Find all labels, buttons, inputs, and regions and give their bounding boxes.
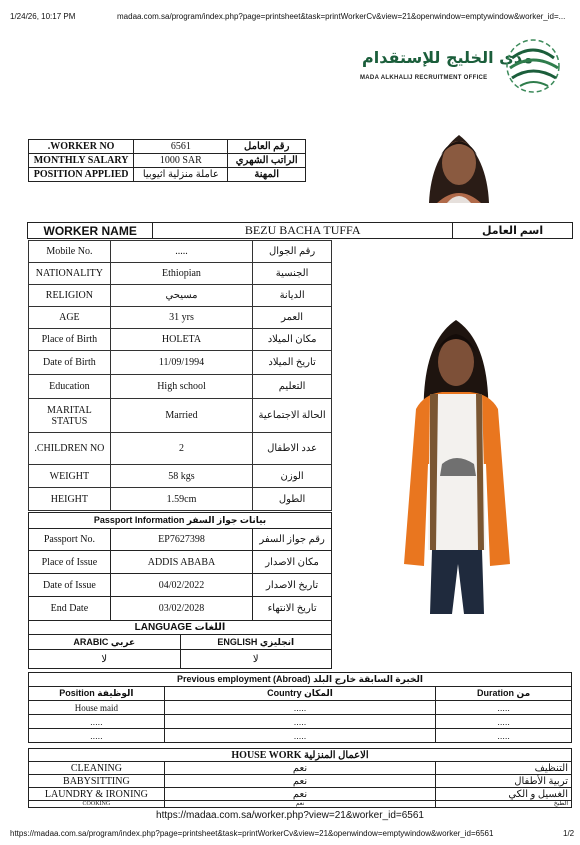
summary-label: MONTHLY SALARY	[29, 154, 134, 168]
passport-value: EP7627398	[110, 529, 252, 551]
worker-name-table	[27, 222, 573, 239]
house-work-value: نعم	[164, 788, 436, 801]
print-datetime: 1/24/26, 10:17 PM	[10, 12, 76, 21]
summary-value: عاملة منزلية اثيوبيا	[134, 168, 228, 182]
print-header-url: madaa.com.sa/program/index.php?page=printsheet&task=printWorkerCv&view=21&openwindow=emptywindow&worker_id=...	[117, 12, 566, 21]
table-row	[29, 285, 332, 307]
summary-label-ar: المهنة	[228, 168, 306, 182]
table-row	[28, 223, 573, 239]
table-row	[29, 701, 572, 715]
house-work-title: HOUSE WORK الاعمال المنزلية	[29, 749, 572, 762]
passport-label-ar: مكان الاصدار	[253, 551, 332, 574]
table-row	[29, 329, 332, 351]
table-row	[29, 168, 306, 182]
detail-label: NATIONALITY	[29, 263, 111, 285]
detail-label-ar: الوزن	[253, 465, 332, 488]
detail-value: High school	[110, 375, 252, 399]
detail-label: MARITAL STATUS	[29, 399, 111, 433]
personal-details-table	[28, 240, 332, 511]
duration-cell: .....	[436, 729, 572, 743]
summary-label-ar: الراتب الشهري	[228, 154, 306, 168]
table-row	[29, 762, 572, 775]
arabic-language-value: لا	[29, 650, 181, 669]
company-logo	[358, 36, 568, 96]
country-cell: .....	[164, 715, 436, 729]
detail-value: .....	[110, 241, 252, 263]
detail-value: مسيحي	[110, 285, 252, 307]
table-row	[29, 433, 332, 465]
passport-label: End Date	[29, 597, 111, 621]
detail-label-ar: مكان الميلاد	[253, 329, 332, 351]
house-work-label: LAUNDRY & IRONING	[29, 788, 165, 801]
table-row	[29, 788, 572, 801]
page-number: 1/2	[563, 829, 575, 838]
table-row	[29, 154, 306, 168]
detail-label-ar: الحالة الاجتماعية	[253, 399, 332, 433]
previous-employment-table	[28, 672, 572, 743]
detail-label-ar: تاريخ الميلاد	[253, 351, 332, 375]
country-cell: .....	[164, 701, 436, 715]
summary-label: .WORKER NO	[29, 140, 134, 154]
table-row	[29, 597, 332, 621]
house-work-value: نعم	[164, 762, 436, 775]
table-row	[29, 241, 332, 263]
house-work-label-ar: الغسيل و الكي	[436, 788, 572, 801]
summary-value: 6561	[134, 140, 228, 154]
table-row	[29, 140, 306, 154]
passport-label: Place of Issue	[29, 551, 111, 574]
detail-label-ar: الطول	[253, 488, 332, 511]
logo-arabic-text: مدى الخليج للإستقدام	[362, 48, 533, 67]
table-row	[29, 775, 572, 788]
english-language-value: لا	[180, 650, 332, 669]
worker-profile-link[interactable]: https://madaa.com.sa/worker.php?view=21&worker_id=6561	[0, 808, 580, 826]
passport-table	[28, 512, 332, 621]
summary-label-ar: رقم العامل	[228, 140, 306, 154]
summary-value: 1000 SAR	[134, 154, 228, 168]
print-footer-url: https://madaa.com.sa/program/index.php?page=printsheet&task=printWorkerCv&view=21&openwindow=emptywindow&worker_id=6561	[10, 829, 494, 838]
house-work-label-ar: الطبخ	[436, 801, 572, 808]
table-row	[29, 635, 332, 650]
table-row	[29, 687, 572, 701]
house-work-label-ar: تربية الأطفال	[436, 775, 572, 788]
house-work-label: COOKING	[29, 801, 165, 808]
detail-label: AGE	[29, 307, 111, 329]
table-row	[29, 801, 572, 808]
house-work-table	[28, 748, 572, 808]
detail-value: 2	[110, 433, 252, 465]
detail-label-ar: الديانة	[253, 285, 332, 307]
table-row	[29, 715, 572, 729]
previous-employment-title: Previous employment (Abroad) الخبرة السابقة خارج البلد	[29, 673, 572, 687]
position-cell: .....	[29, 715, 165, 729]
detail-label: Mobile No.	[29, 241, 111, 263]
detail-value: 58 kgs	[110, 465, 252, 488]
english-language-label: ENGLISH انجليزي	[180, 635, 332, 650]
detail-value: Married	[110, 399, 252, 433]
table-row	[29, 673, 572, 687]
worker-full-photo	[394, 314, 520, 626]
table-row	[29, 351, 332, 375]
arabic-language-label: ARABIC عربي	[29, 635, 181, 650]
house-work-value: نعم	[164, 775, 436, 788]
passport-label-ar: تاريخ الانتهاء	[253, 597, 332, 621]
table-row	[29, 529, 332, 551]
country-cell: .....	[164, 729, 436, 743]
detail-label: .CHILDREN NO	[29, 433, 111, 465]
worker-headshot-photo	[407, 127, 511, 203]
passport-label: Date of Issue	[29, 574, 111, 597]
passport-label-ar: تاريخ الاصدار	[253, 574, 332, 597]
house-work-label-ar: التنظيف	[436, 762, 572, 775]
language-table	[28, 620, 332, 669]
worker-name-value: BEZU BACHA TUFFA	[153, 223, 453, 239]
passport-label-ar: رقم جواز السفر	[253, 529, 332, 551]
passport-title: Passport Information بيانات جواز السفر	[29, 513, 332, 529]
table-row	[29, 551, 332, 574]
detail-value: 31 yrs	[110, 307, 252, 329]
passport-value: 03/02/2028	[110, 597, 252, 621]
duration-header: Duration من	[436, 687, 572, 701]
worker-name-label: WORKER NAME	[28, 223, 153, 239]
table-row	[29, 574, 332, 597]
house-work-value: نعم	[164, 801, 436, 808]
duration-cell: .....	[436, 701, 572, 715]
detail-label-ar: عدد الاطفال	[253, 433, 332, 465]
detail-label-ar: التعليم	[253, 375, 332, 399]
detail-label-ar: العمر	[253, 307, 332, 329]
table-row	[29, 749, 572, 762]
detail-label: WEIGHT	[29, 465, 111, 488]
detail-label: Education	[29, 375, 111, 399]
position-cell: House maid	[29, 701, 165, 715]
detail-value: 11/09/1994	[110, 351, 252, 375]
table-row	[29, 729, 572, 743]
logo-english-text: MADA ALKHALIJ RECRUITMENT OFFICE	[360, 75, 488, 81]
worker-name-label-ar: اسم العامل	[453, 223, 573, 239]
table-row	[29, 650, 332, 669]
table-row	[29, 263, 332, 285]
table-row	[29, 375, 332, 399]
detail-label: HEIGHT	[29, 488, 111, 511]
table-row	[29, 488, 332, 511]
language-title: LANGUAGE اللغات	[29, 621, 332, 635]
table-row	[29, 307, 332, 329]
detail-label: Place of Birth	[29, 329, 111, 351]
detail-label-ar: الجنسية	[253, 263, 332, 285]
passport-value: ADDIS ABABA	[110, 551, 252, 574]
country-header: Country المكان	[164, 687, 436, 701]
detail-label-ar: رقم الجوال	[253, 241, 332, 263]
house-work-label: BABYSITTING	[29, 775, 165, 788]
position-cell: .....	[29, 729, 165, 743]
globe-logo-icon	[502, 36, 564, 96]
passport-value: 04/02/2022	[110, 574, 252, 597]
table-row	[29, 621, 332, 635]
house-work-label: CLEANING	[29, 762, 165, 775]
position-header: Position الوظيفة	[29, 687, 165, 701]
passport-label: Passport No.	[29, 529, 111, 551]
table-row	[29, 465, 332, 488]
summary-table	[28, 139, 306, 182]
detail-label: RELIGION	[29, 285, 111, 307]
detail-value: HOLETA	[110, 329, 252, 351]
summary-label: POSITION APPLIED	[29, 168, 134, 182]
detail-value: 1.59cm	[110, 488, 252, 511]
detail-label: Date of Birth	[29, 351, 111, 375]
table-row	[29, 513, 332, 529]
table-row	[29, 399, 332, 433]
duration-cell: .....	[436, 715, 572, 729]
detail-value: Ethiopian	[110, 263, 252, 285]
